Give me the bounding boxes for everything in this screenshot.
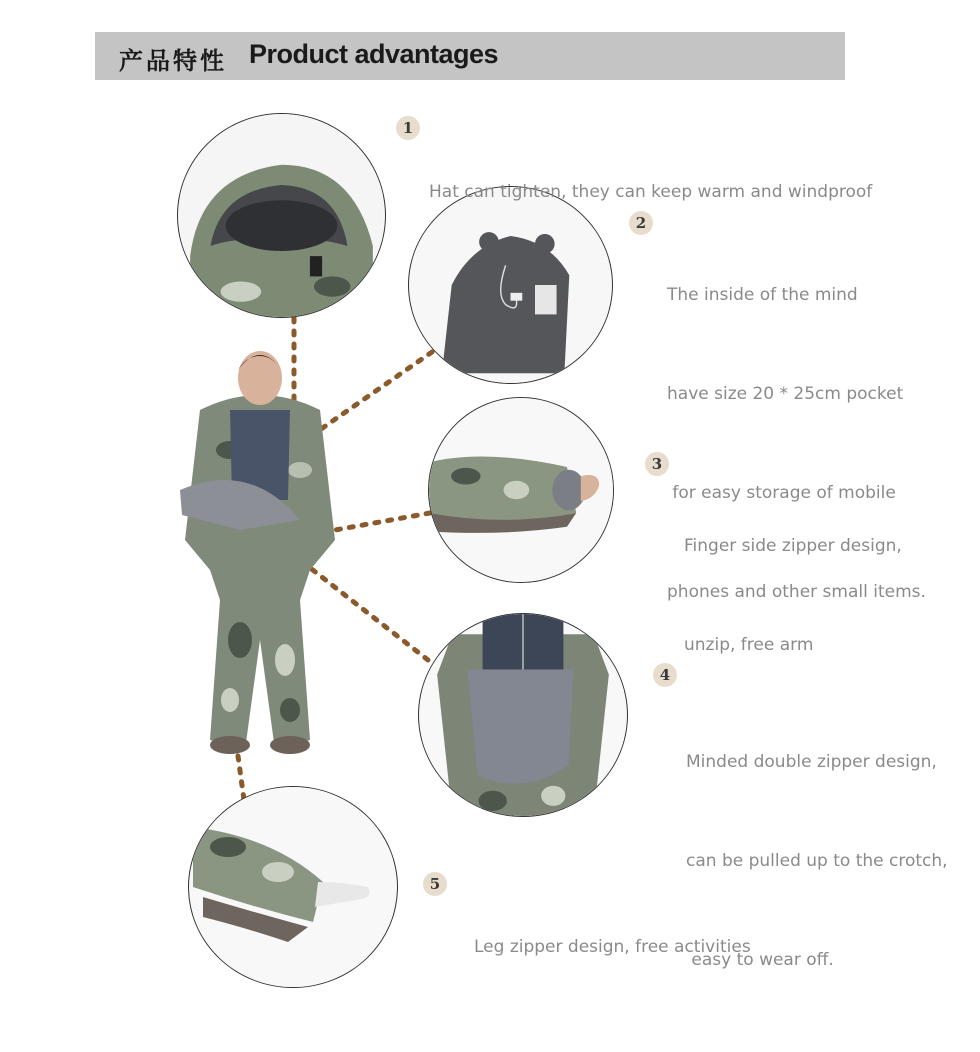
feature-3-line-2: unzip, free arm — [684, 635, 814, 655]
banner-title-cn: 产品特性 — [119, 46, 227, 75]
feature-5-text — [474, 865, 751, 997]
feature-2-line-3: for easy storage of mobile — [667, 483, 896, 503]
feature-2-badge: 2 — [629, 211, 653, 235]
banner-title-en: Product advantages — [249, 39, 499, 69]
feature-4-badge: 4 — [653, 663, 677, 687]
detail-crotch-zipper-image — [418, 613, 628, 817]
feature-1-badge: 1 — [396, 116, 420, 140]
feature-3-badge: 3 — [645, 452, 669, 476]
detail-hood-image — [177, 113, 386, 318]
feature-2-line-2: have size 20 * 25cm pocket — [667, 384, 904, 404]
feature-2-line-4: phones and other small items. — [667, 582, 926, 602]
header-banner — [95, 32, 845, 80]
detail-leg-image — [188, 786, 398, 988]
feature-4-line-3: easy to wear off. — [686, 950, 834, 970]
feature-3-line-1: Finger side zipper design, — [684, 536, 902, 556]
feature-4-line-2: can be pulled up to the crotch, — [686, 851, 948, 871]
feature-2-line-1: The inside of the mind — [667, 285, 858, 305]
detail-arm-image — [428, 397, 614, 583]
feature-5-badge: 5 — [423, 872, 447, 896]
feature-4-line-1: Minded double zipper design, — [686, 752, 937, 772]
feature-3-text — [684, 464, 902, 695]
model-wearing-suit — [160, 340, 360, 770]
feature-5-line-1: Leg zipper design, free activities — [474, 937, 751, 957]
feature-1-line-1: Hat can tighten, they can keep warm and windproof — [429, 182, 873, 202]
